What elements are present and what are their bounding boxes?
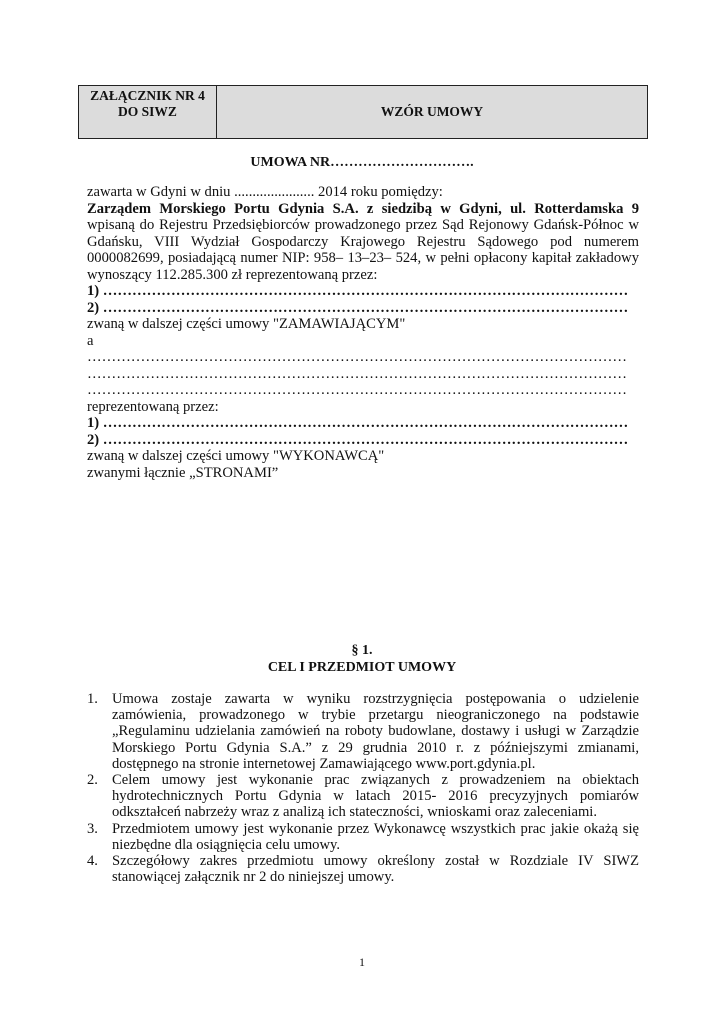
contractor-blank-1: ………………………………………………………………………………………………… (87, 349, 627, 365)
parties-designation: zwanymi łącznie „STRONAMI” (87, 464, 279, 481)
contract-title: UMOWA NR…………………………. (250, 155, 474, 170)
representative-3: 1) ……………………………………………………………………………………………… (87, 415, 629, 431)
item-text: Umowa zostaje zawarta w wyniku rozstrzygnięcia postępowania o udzielenie zamówienia, prowadzonego w trybie przetargu nieograniczonego na podstawie „Regulaminu udzielania zamówień na roboty budowlane, dostawy i usługi w Zarządzie Morskiego Portu Gdynia S.A.” z 29 grudnia 2010 r. z późniejszymi zmianami, dostępnego na stronie internetowej Zamawiającego www.port.gdynia.pl. (112, 691, 639, 772)
contractor-blank-2: ………………………………………………………………………………………………… (87, 365, 627, 382)
section-items (87, 691, 639, 885)
representative-2: 2) ……………………………………………………………………………………………… (87, 299, 629, 316)
header-title: WZÓR UMOWY (380, 104, 484, 119)
item-number: 2. (87, 772, 98, 789)
representative-1: 1) ……………………………………………………………………………………………… (87, 283, 629, 299)
item-text: Celem umowy jest wykonanie prac związanych z prowadzeniem na obiektach hydrotechnicznych Portu Gdynia w latach 2015- 2016 precyzyjnych pomiarów odkształceń nabrzeży wraz z analizą ich stateczności, wnioskami oraz zaleceniami. (112, 772, 639, 821)
list-item (87, 772, 639, 821)
item-number: 3. (87, 820, 98, 837)
list-item (87, 691, 639, 772)
contract-intro (87, 184, 639, 481)
header-title-cell (217, 86, 647, 138)
represented-by: reprezentowaną przez: (87, 398, 219, 415)
party1-paragraph (87, 201, 639, 284)
party1-name: Zarządem Morskiego Portu Gdynia S.A. z siedzibą w Gdyni, ul. Rotterdamska 9 (87, 200, 639, 217)
section-title: CEL I PRZEDMIOT UMOWY (267, 660, 457, 675)
representative-4: 2) ……………………………………………………………………………………………… (87, 431, 629, 448)
item-text: Przedmiotem umowy jest wykonanie przez Wykonawcę wszystkich prac jakie okażą się niezbędne dla osiągnięcia celu umowy. (112, 820, 639, 853)
section-heading (0, 642, 724, 676)
party1-details: wpisaną do Rejestru Przedsiębiorców prowadzonego przez Sąd Rejonowy Gdańsk-Północ w Gdańsku, VIII Wydział Gospodarczy Krajowego Rejestru Sądowego pod numerem 0000082699, posiadającą numer NIP: 958– 13–23– 524, w pełni opłacony kapitał zakładowy wynoszący 112.285.300 zł reprezentowaną przez: (87, 217, 639, 283)
list-item (87, 853, 639, 885)
conjunction: a (87, 332, 94, 349)
item-number: 1. (87, 691, 98, 707)
item-text: Szczegółowy zakres przedmiotu umowy określony został w Rozdziale IV SIWZ stanowiącej załącznik nr 2 do niniejszej umowy. (112, 853, 639, 886)
header-attachment-line2: DO SIWZ (118, 104, 177, 119)
header-table (78, 85, 648, 139)
section-number: § 1. (351, 643, 373, 658)
party1-designation: zwaną w dalszej części umowy "ZAMAWIAJĄCYM" (87, 316, 406, 332)
contractor-blank-3: ………………………………………………………………………………………………… (87, 382, 627, 398)
party2-designation: zwaną w dalszej części umowy "WYKONAWCĄ" (87, 448, 385, 464)
intro-line: zawarta w Gdyni w dniu ...................... 2014 roku pomiędzy: (87, 184, 443, 200)
list-item (87, 821, 639, 853)
item-number: 4. (87, 853, 98, 870)
header-attachment-line1: ZAŁĄCZNIK NR 4 (90, 88, 205, 103)
page-number: 1 (359, 955, 365, 969)
header-attachment-cell (79, 86, 217, 138)
